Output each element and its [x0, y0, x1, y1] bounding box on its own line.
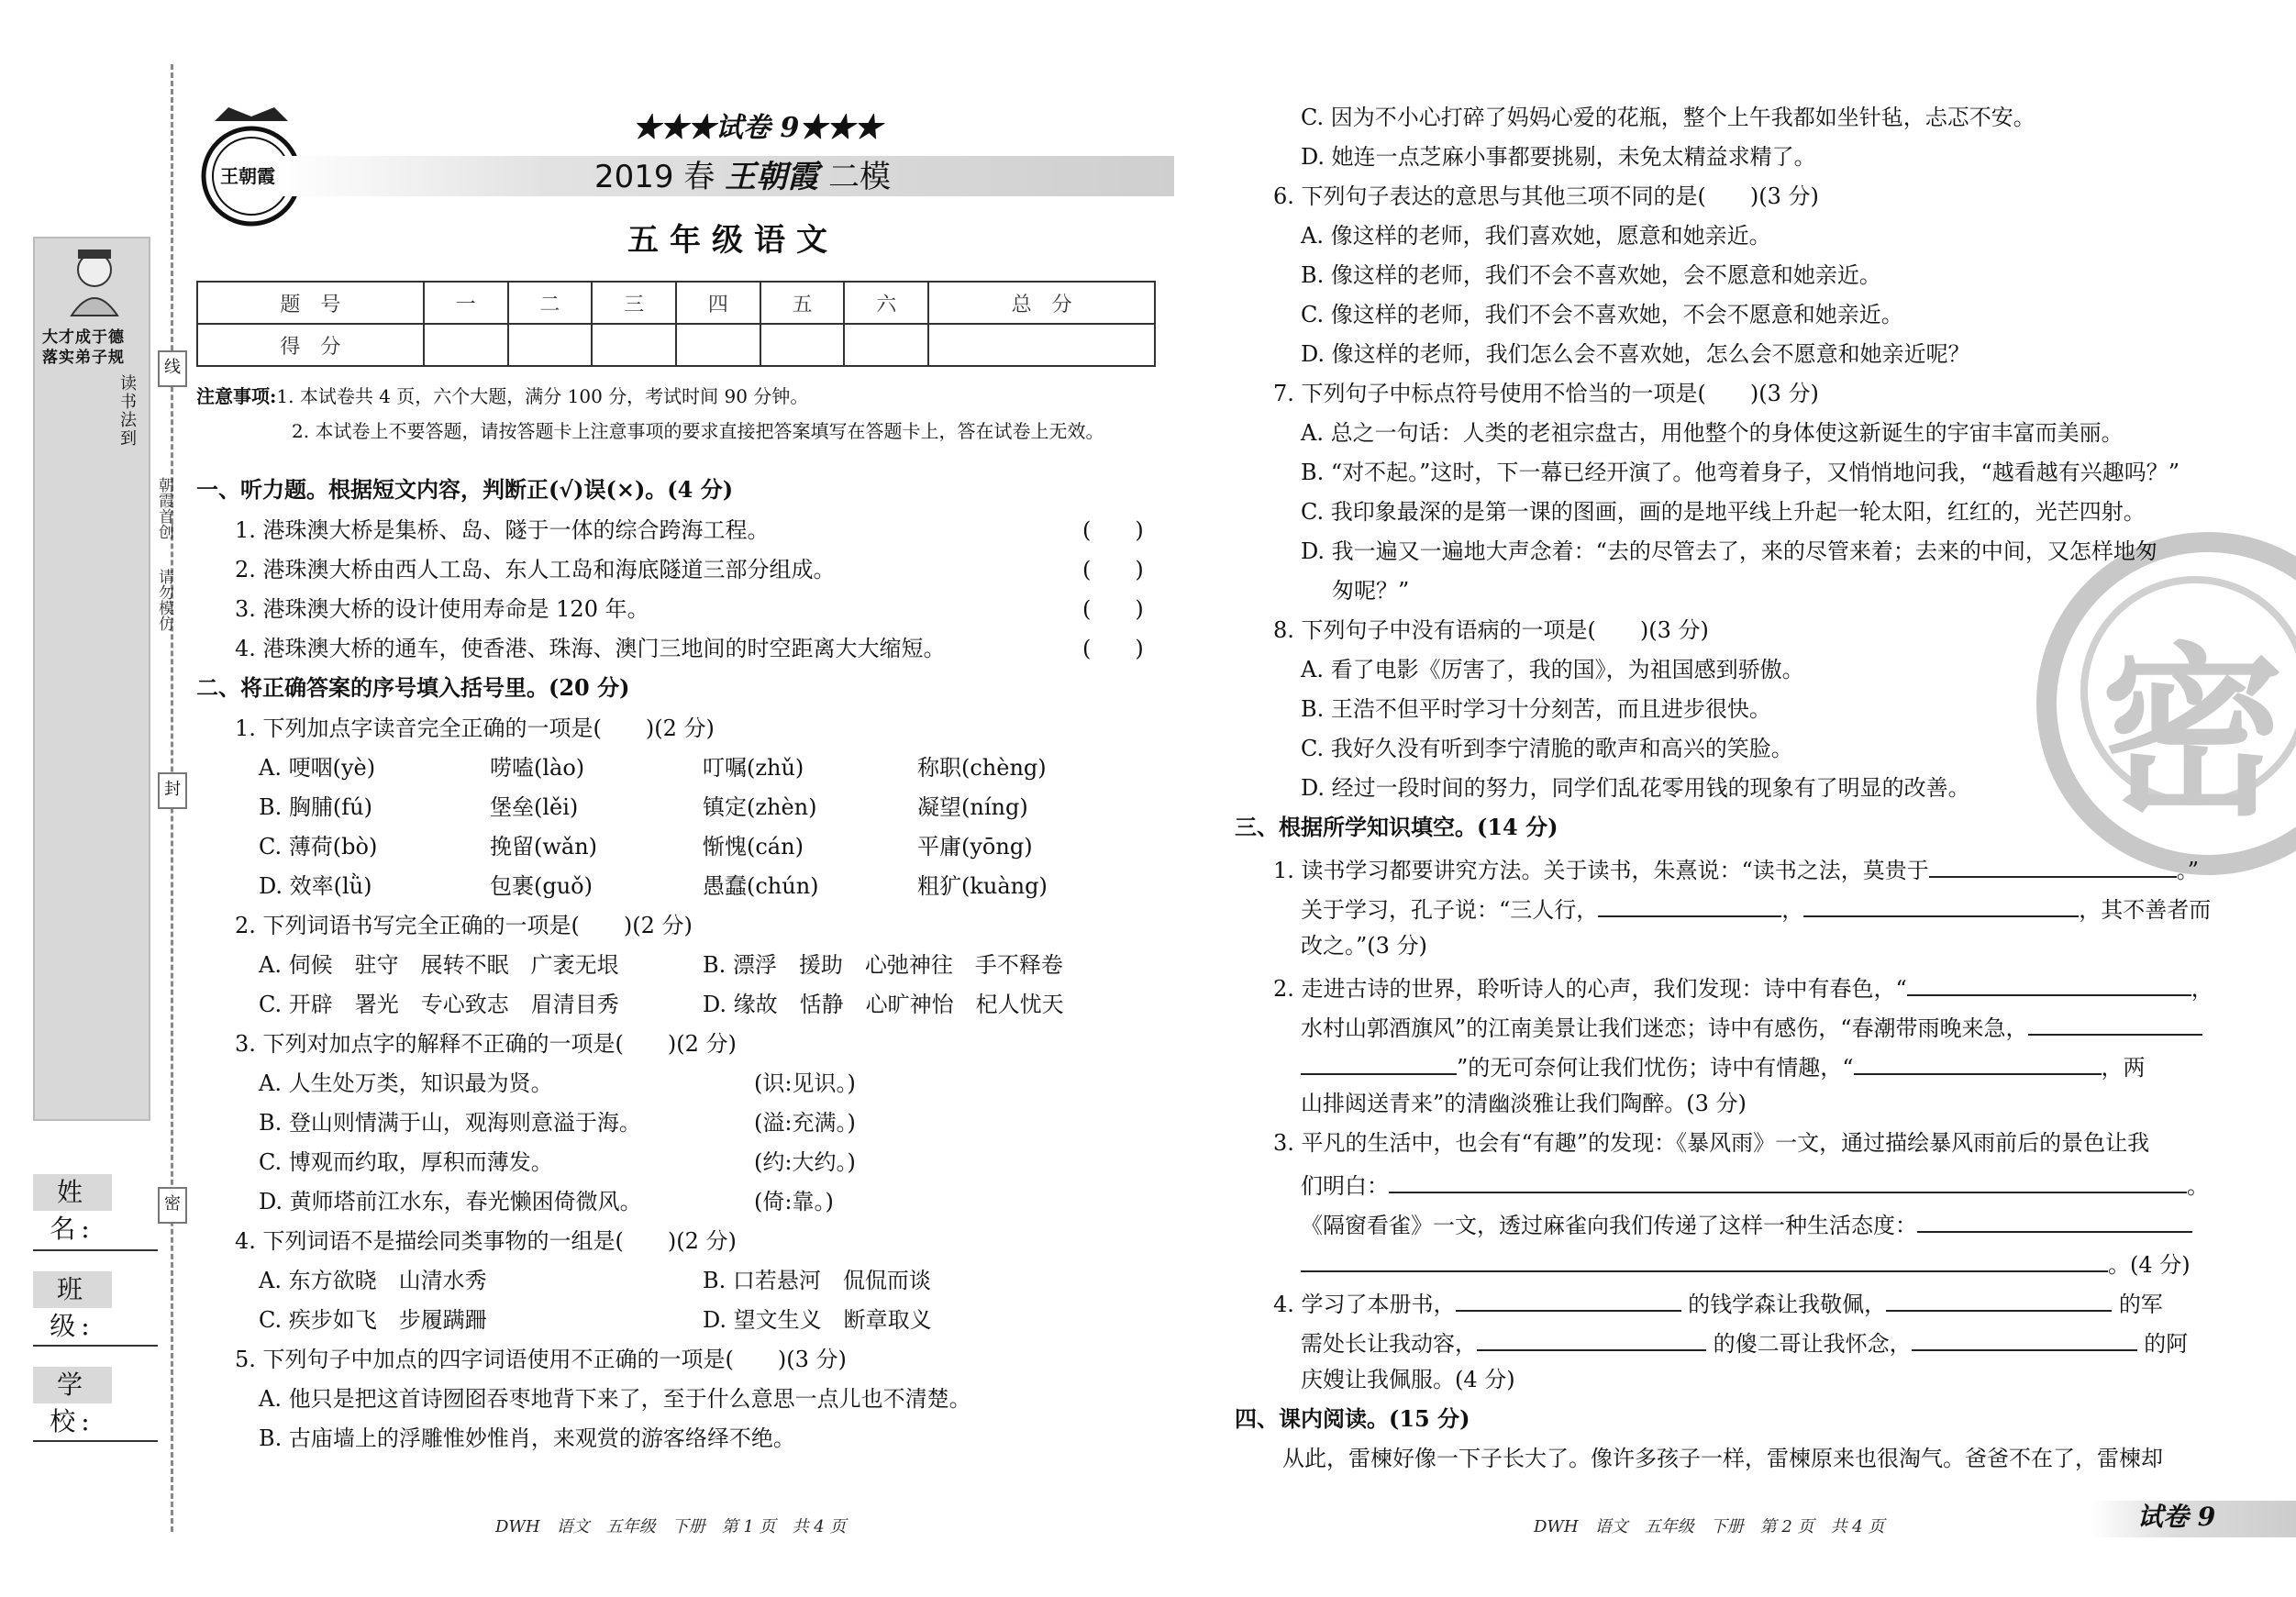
q6-opt-c: C. 像这样的老师，我们不会不喜欢她，不会不愿意和她亲近。	[1301, 302, 1903, 327]
score-cell[interactable]	[676, 324, 760, 366]
seal-tag-seal: 封	[158, 772, 187, 809]
fill-4-blank-c[interactable]	[1477, 1325, 1706, 1351]
fill-3-end-d: 。(4 分)	[2108, 1252, 2191, 1278]
fill-3-blank-b[interactable]	[1389, 1168, 2187, 1193]
q7-stem: 7. 下列句子中标点符号使用不恰当的一项是( )(3 分)	[1273, 381, 1819, 406]
section-3-title: 三、根据所学知识填空。(14 分)	[1235, 814, 1558, 840]
name-line[interactable]	[33, 1249, 158, 1251]
fill-1-blank-a[interactable]	[1929, 852, 2177, 878]
q1-opt-a1: A. 哽咽(yè)	[259, 755, 376, 781]
fill-4-text-a2: 的钱学森让我敬佩，	[1688, 1292, 1887, 1317]
fill-3-line-b	[1301, 1168, 2209, 1201]
fill-1-blank-b[interactable]	[1598, 892, 1781, 917]
q1-opt-b4: 凝望(níng)	[917, 794, 1028, 820]
fill-4-line-b	[1301, 1325, 2188, 1359]
vertical-notice-2: 请勿模仿	[155, 569, 173, 631]
title-year: 2019 春	[594, 159, 715, 195]
seal-tag-secret: 密	[158, 1187, 187, 1224]
q1-opt-a4: 称职(chèng)	[917, 755, 1047, 781]
fill-4-blank-d[interactable]	[1912, 1325, 2137, 1351]
q8-opt-c: C. 我好久没有听到李宁清脆的歌声和高兴的笑脸。	[1301, 736, 1793, 761]
q5-opt-d: D. 她连一点芝麻小事都要挑剔，未免太精益求精了。	[1301, 144, 1816, 170]
fill-2-text-b: 水村山郭酒旗风”的江南美景让我们迷恋；诗中有感伤，“春潮带雨晚来急，	[1301, 1015, 2028, 1041]
q7-opt-b: B. “对不起。”这时，下一幕已经开演了。他弯着身子，又悄悄地问我，“越看越有兴趣吗？”	[1301, 460, 2180, 485]
fill-1-blank-c[interactable]	[1803, 892, 2079, 917]
q1-opt-b3: 镇定(zhèn)	[703, 794, 817, 820]
s1-item-4: 4. 港珠澳大桥的通车，使香港、珠海、澳门三地间的时空距离大大缩短。	[235, 636, 946, 661]
q1-opt-c2: 挽留(wǎn)	[490, 834, 598, 859]
school-line[interactable]	[33, 1440, 158, 1442]
fill-4-line-c: 庆嫂让我佩服。(4 分)	[1301, 1367, 1515, 1392]
class-label: 班 级:	[33, 1271, 112, 1308]
score-table	[196, 281, 1156, 367]
fill-3-line-c	[1301, 1207, 2192, 1240]
score-cell[interactable]	[928, 324, 1155, 366]
q1-stem: 1. 下列加点字读音完全正确的一项是( )(2 分)	[235, 715, 715, 741]
q3-opt-d-note: (倚:靠。)	[754, 1189, 834, 1214]
q3-stem: 3. 下列对加点字的解释不正确的一项是( )(2 分)	[235, 1031, 737, 1057]
q1-opt-a3: 叮嘱(zhǔ)	[703, 755, 804, 781]
q7-opt-c: C. 我印象最深的是第一课的图画，画的是地平线上升起一轮太阳，红红的，光芒四射。	[1301, 499, 2146, 525]
score-head-3: 三	[592, 282, 676, 324]
score-cell[interactable]	[592, 324, 676, 366]
score-cell[interactable]	[760, 324, 845, 366]
logo-text: 王朝霞	[220, 165, 275, 187]
q5-opt-a: A. 他只是把这首诗囫囵吞枣地背下来了，至于什么意思一点儿也不清楚。	[259, 1386, 971, 1412]
fill-2-tail-c: ，两	[2101, 1055, 2146, 1081]
name-label: 姓 名:	[33, 1174, 112, 1211]
fill-3-line-a: 3. 平凡的生活中，也会有“有趣”的发现：《暴风雨》一文，通过描绘暴风雨前后的景色让我	[1273, 1130, 2150, 1156]
q4-opt-a: A. 东方欲晓 山清水秀	[259, 1268, 487, 1293]
class-line[interactable]	[33, 1345, 158, 1347]
score-head-5: 五	[760, 282, 845, 324]
q8-stem: 8. 下列句子中没有语病的一项是( )(3 分)	[1273, 617, 1709, 643]
q2-opt-d: D. 缘故 恬静 心旷神怡 杞人忧天	[703, 992, 1064, 1017]
fill-3-text-c: 《隔窗看雀》一文，透过麻雀向我们传递了这样一种生活态度：	[1301, 1213, 1917, 1238]
q1-opt-b2: 堡垒(lěi)	[490, 794, 579, 820]
fill-4-text-b1: 需处长让我动容，	[1301, 1331, 1477, 1357]
q2-opt-a: A. 伺候 驻守 展转不眠 广袤无垠	[259, 952, 619, 978]
exam-title	[594, 158, 891, 196]
fill-1-text-b: 关于学习，孔子说：“三人行，	[1301, 897, 1599, 923]
score-head-4: 四	[676, 282, 760, 324]
section-1-title: 一、听力题。根据短文内容，判断正(√)误(×)。(4 分)	[196, 476, 734, 503]
q8-opt-a: A. 看了电影《厉害了，我的国》，为祖国感到骄傲。	[1301, 657, 1804, 682]
fill-1-line-c: 改之。”(3 分)	[1301, 933, 1427, 959]
title-suffix: 二模	[827, 159, 891, 195]
q3-opt-b-note: (溢:充满。)	[754, 1110, 856, 1136]
score-head-total: 总 分	[928, 282, 1155, 324]
fill-2-text-c: ”的无可奈何让我们忧伤；诗中有情趣，“	[1457, 1055, 1854, 1081]
notes-1: 1. 本试卷共 4 页，六个大题，满分 100 分，考试时间 90 分钟。	[276, 385, 809, 407]
vertical-notice-1: 朝霞首创	[155, 477, 173, 539]
q6-opt-d: D. 像这样的老师，我们怎么会不喜欢她，怎么会不愿意和她亲近呢？	[1301, 341, 1970, 367]
fill-2-line-c	[1301, 1049, 2146, 1082]
q2-opt-c: C. 开辟 署光 专心致志 眉清目秀	[259, 992, 619, 1017]
section-2-title: 二、将正确答案的序号填入括号里。(20 分)	[196, 674, 630, 701]
q7-opt-d-cont: 匆呢？”	[1332, 578, 1410, 604]
q1-opt-b1: B. 胸脯(fú)	[259, 794, 372, 820]
seal-tag-line: 线	[158, 350, 187, 387]
q1-opt-d3: 愚蠢(chún)	[703, 873, 819, 899]
q3-opt-a: A. 人生处万类，知识最为贤。	[259, 1070, 553, 1096]
score-head-6: 六	[844, 282, 928, 324]
motto-text-block	[42, 374, 138, 1108]
footer-page-1: DWH 语文 五年级 下册 第 1 页 共 4 页	[495, 1517, 847, 1536]
fill-1-end-b: ，其不善者而	[2079, 897, 2212, 923]
q8-opt-d: D. 经过一段时间的努力，同学们乱花零用钱的现象有了明显的改善。	[1301, 775, 1970, 801]
q1-opt-a2: 唠嗑(lào)	[490, 755, 585, 781]
fill-3-line-d	[1301, 1247, 2191, 1280]
fill-4-text-a3: 的军	[2118, 1292, 2163, 1317]
q3-opt-c: C. 博观而约取，厚积而薄发。	[259, 1149, 553, 1175]
fill-4-text-b3: 的阿	[2144, 1331, 2189, 1357]
s1-item-2: 2. 港珠澳大桥由西人工岛、东人工岛和海底隧道三部分组成。	[235, 557, 836, 582]
fill-3-end-b: 。	[2187, 1173, 2209, 1199]
fill-4-blank-b[interactable]	[1886, 1286, 2112, 1312]
q6-stem: 6. 下列句子表达的意思与其他三项不同的是( )(3 分)	[1273, 183, 1819, 209]
q4-opt-c: C. 疾步如飞 步履蹒跚	[259, 1307, 487, 1333]
fill-4-blank-a[interactable]	[1456, 1286, 1681, 1312]
q8-opt-b: B. 王浩不但平时学习十分刻苦，而且进步很快。	[1301, 696, 1771, 722]
q3-opt-a-note: (识:见识。)	[754, 1070, 856, 1096]
notes-line-2: 2. 本试卷上不要答题，请按答题卡上注意事项的要求直接把答案填写在答题卡上，答在试卷上无效。	[292, 420, 1104, 442]
fill-2-line-b	[1301, 1010, 2202, 1043]
q7-opt-d: D. 我一遍又一遍地大声念着：“去的尽管去了，来的尽管来着；去来的中间，又怎样地匆	[1301, 538, 2157, 564]
sidebar-caption-1: 大才成于德	[42, 328, 125, 347]
fill-1-line-a	[1273, 852, 2199, 885]
q6-opt-a: A. 像这样的老师，我们喜欢她，愿意和她亲近。	[1301, 223, 1771, 249]
fill-4-line-a	[1273, 1286, 2163, 1319]
q4-stem: 4. 下列词语不是描绘同类事物的一组是( )(2 分)	[235, 1228, 737, 1254]
answer-paren-2[interactable]: ( )	[1082, 557, 1144, 582]
confidential-stamp: 密	[2101, 627, 2285, 841]
answer-paren-4[interactable]: ( )	[1082, 636, 1144, 661]
footer-page-2: DWH 语文 五年级 下册 第 2 页 共 4 页	[1534, 1517, 1885, 1536]
q2-opt-b: B. 漂浮 援助 心弛神往 手不释卷	[703, 952, 1063, 978]
answer-paren-3[interactable]: ( )	[1082, 596, 1144, 622]
answer-paren-1[interactable]: ( )	[1082, 517, 1144, 543]
q1-opt-c3: 惭愧(cán)	[703, 834, 804, 859]
fill-3-text-b: 们明白：	[1301, 1173, 1389, 1199]
q5-opt-c: C. 因为不小心打碎了妈妈心爱的花瓶，整个上午我都如坐针毡，忐忑不安。	[1301, 105, 2035, 130]
fill-4-text-b2: 的傻二哥让我怀念，	[1713, 1331, 1912, 1357]
q7-opt-a: A. 总之一句话：人类的老祖宗盘古，用他整个的身体使这新诞生的宇宙丰富而美丽。	[1301, 420, 2124, 446]
fill-2-line-a: 2. 走进古诗的世界，聆听诗人的心声，我们发现：诗中有春色，“ ，	[1273, 970, 2213, 1004]
q1-opt-c4: 平庸(yōng)	[917, 834, 1033, 859]
q1-opt-c1: C. 薄荷(bò)	[259, 834, 378, 859]
reading-passage: 从此，雷楝好像一下子长大了。像许多孩子一样，雷楝原来也很淘气。爸爸不在了，雷楝却	[1282, 1446, 2163, 1471]
exam-number: ★★★试卷 9★★★	[633, 112, 882, 144]
corner-exam-tag: 试卷 9	[2137, 1502, 2216, 1532]
q5-opt-b: B. 古庙墙上的浮雕惟妙惟肖，来观赏的游客络绎不绝。	[259, 1425, 795, 1451]
score-head-1: 一	[424, 282, 508, 324]
fill-4-text-a1: 4. 学习了本册书，	[1273, 1292, 1456, 1317]
q4-opt-d: D. 望文生义 断章取义	[703, 1307, 932, 1333]
school-label: 学 校:	[33, 1367, 112, 1403]
q1-opt-d1: D. 效率(lǜ)	[259, 873, 372, 899]
s1-item-1: 1. 港珠澳大桥是集桥、岛、隧于一体的综合跨海工程。	[235, 517, 770, 543]
q3-opt-c-note: (约:大约。)	[754, 1149, 856, 1175]
fill-2-blank-b[interactable]	[2028, 1010, 2202, 1036]
s1-item-3: 3. 港珠澳大桥的设计使用寿命是 120 年。	[235, 596, 649, 622]
q1-opt-d4: 粗犷(kuàng)	[917, 873, 1048, 899]
fill-2-blank-c[interactable]	[1301, 1049, 1457, 1075]
q1-opt-d2: 包裹(guǒ)	[490, 873, 593, 899]
q3-opt-d: D. 黄师塔前江水东，春光懒困倚微风。	[259, 1189, 642, 1214]
q2-stem: 2. 下列词语书写完全正确的一项是( )(2 分)	[235, 913, 693, 938]
score-cell[interactable]	[424, 324, 508, 366]
fill-1-text-a: 1. 读书学习都要讲究方法。关于读书，朱熹说：“读书之法，莫贵于	[1273, 858, 1929, 883]
notes-line-1	[196, 382, 808, 411]
scholar-illustration	[53, 244, 136, 317]
fill-1-line-b: 关于学习，孔子说：“三人行， ， ，其不善者而	[1301, 892, 2211, 925]
section-4-title: 四、课内阅读。(15 分)	[1235, 1405, 1470, 1432]
score-cell[interactable]	[844, 324, 928, 366]
title-brand: 王朝霞	[725, 159, 819, 195]
q5-stem: 5. 下列句子中加点的四字词语使用不正确的一项是( )(3 分)	[235, 1347, 847, 1372]
fill-2-text-a: 2. 走进古诗的世界，聆听诗人的心声，我们发现：诗中有春色，“	[1273, 976, 1907, 1002]
q3-opt-b: B. 登山则情满于山，观海则意溢于海。	[259, 1110, 641, 1136]
fill-3-blank-d[interactable]	[1301, 1247, 2108, 1272]
subject-title: 五年级语文	[627, 222, 838, 259]
notes-label: 注意事项:	[196, 385, 277, 407]
motto-text: 读书法到	[117, 374, 137, 448]
sidebar-caption-2: 落实弟子规	[42, 349, 125, 367]
fill-2-blank-a[interactable]	[1907, 970, 2191, 996]
q4-opt-b: B. 口若悬河 侃侃而谈	[703, 1268, 931, 1293]
score-row-label: 得 分	[197, 324, 424, 366]
score-cell[interactable]	[508, 324, 593, 366]
fill-2-line-d: 山排闼送青来”的清幽淡雅让我们陶醉。(3 分)	[1301, 1091, 1747, 1116]
fill-3-blank-c[interactable]	[1917, 1207, 2192, 1233]
fill-2-blank-d[interactable]	[1854, 1049, 2102, 1075]
q6-opt-b: B. 像这样的老师，我们不会不喜欢她，会不愿意和她亲近。	[1301, 262, 1881, 288]
score-head-label: 题 号	[197, 282, 424, 324]
score-head-2: 二	[508, 282, 593, 324]
fill-1-end-a: 。”	[2176, 858, 2200, 883]
